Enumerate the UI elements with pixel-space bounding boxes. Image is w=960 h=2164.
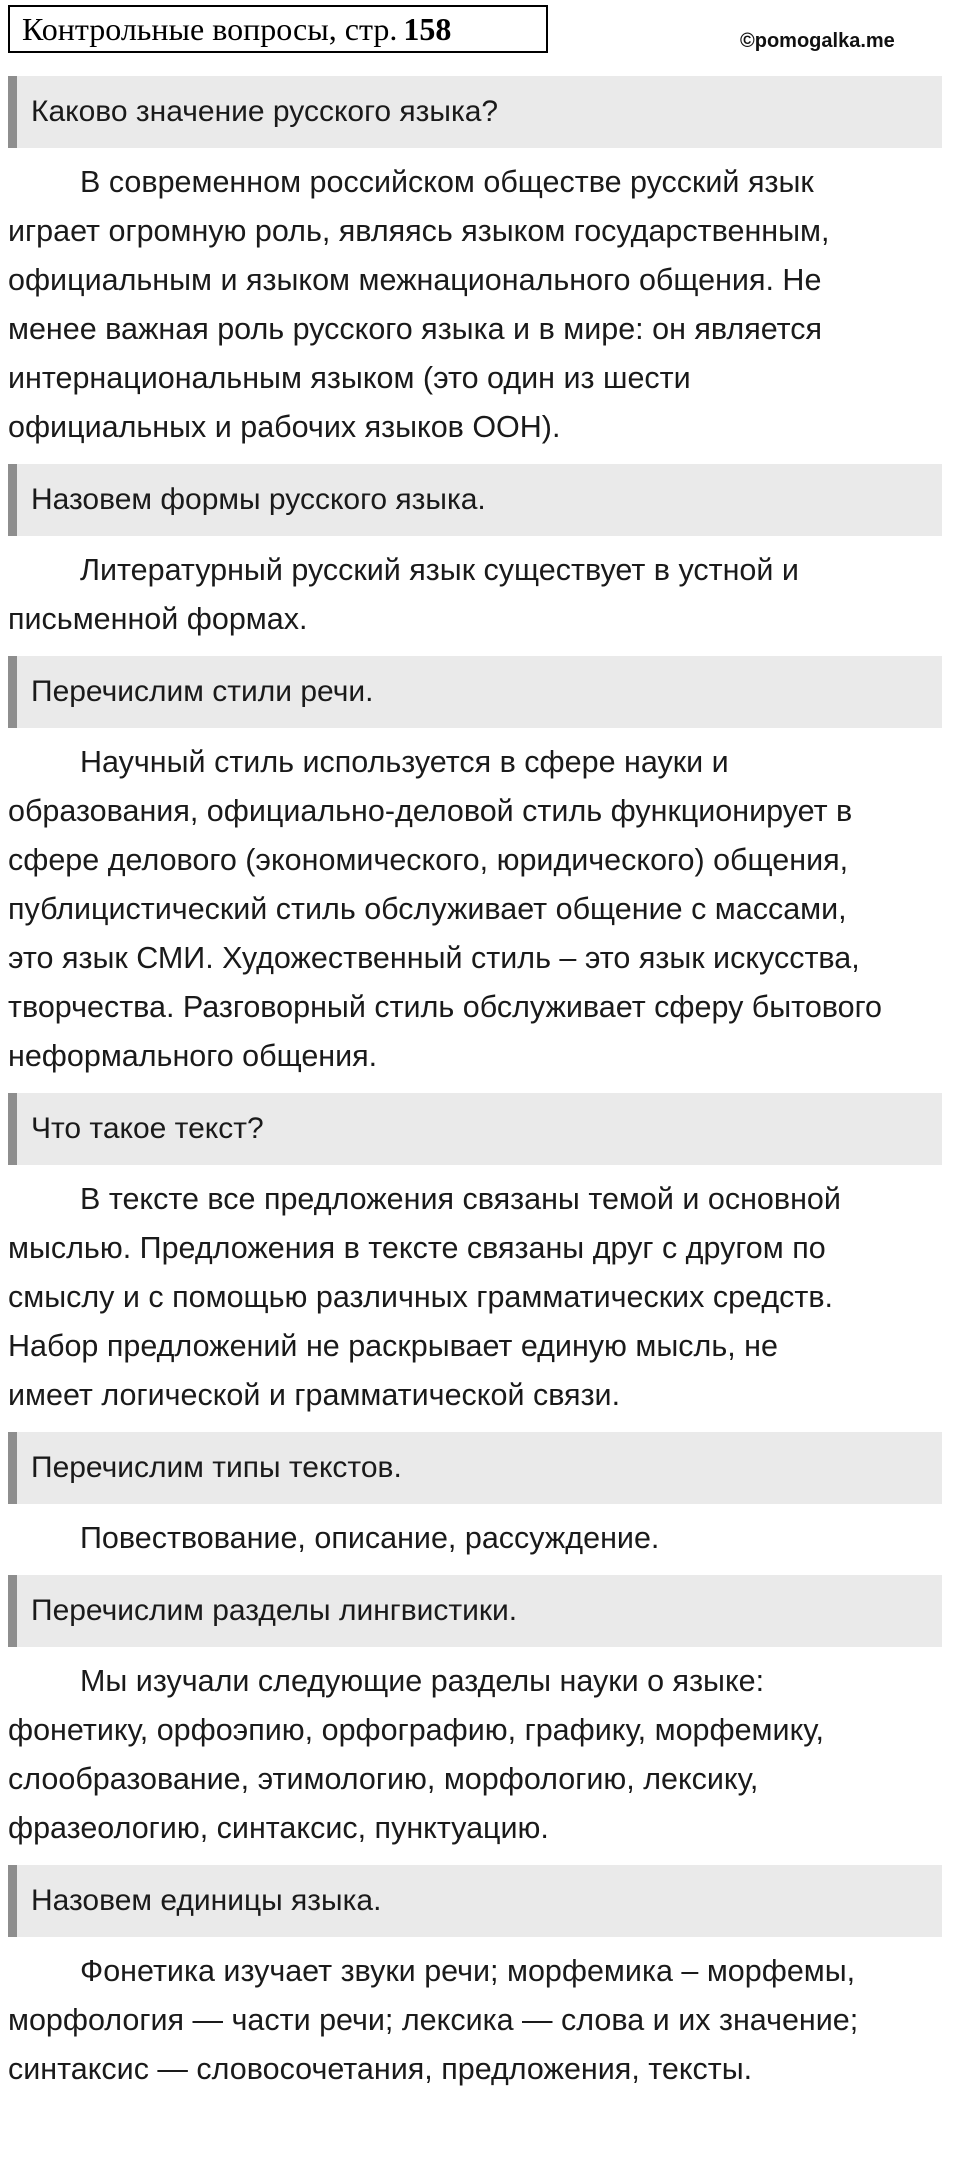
answer-line: играет огромную роль, являясь языком государственным,	[8, 214, 830, 248]
answer-line: образования, официально-деловой стиль функционирует в	[8, 794, 853, 828]
answer-line: Набор предложений не раскрывает единую мысль, не	[8, 1329, 778, 1363]
question-bar	[8, 1093, 942, 1165]
answer-line: публицистический стиль обслуживает общение с массами,	[8, 892, 847, 926]
question-bar	[8, 1575, 942, 1647]
answer-line: официальным и языком межнационального общения. Не	[8, 263, 822, 297]
answer-line: морфология — части речи; лексика — слова и их значение;	[8, 2003, 859, 2037]
answer-line: слообразование, этимологию, морфологию, лексику,	[8, 1762, 759, 1796]
question-text: Что такое текст?	[31, 1112, 264, 1145]
answer-line: Повествование, описание, рассуждение.	[80, 1521, 660, 1555]
question-text: Перечислим стили речи.	[31, 675, 374, 708]
answer-line: имеет логической и грамматической связи.	[8, 1378, 621, 1412]
watermark: ©pomogalka.me	[740, 30, 895, 52]
answer-paragraph	[0, 1647, 960, 1865]
answer-line: неформального общения.	[8, 1039, 378, 1073]
answer-paragraph	[0, 1165, 960, 1432]
qa-list	[0, 76, 960, 2106]
answer-line: фразеологию, синтаксис, пунктуацию.	[8, 1811, 549, 1845]
answer-line: В тексте все предложения связаны темой и основной	[80, 1182, 841, 1216]
question-bar	[8, 1432, 942, 1504]
header-title: Контрольные вопросы, стр.	[22, 10, 398, 47]
answer-paragraph	[0, 148, 960, 464]
answer-line: Научный стиль используется в сфере науки и	[80, 745, 729, 779]
header-page-number: 158	[403, 10, 452, 47]
answer-paragraph	[0, 728, 960, 1093]
answer-line: фонетику, орфоэпию, орфографию, графику, морфемику,	[8, 1713, 824, 1747]
answer-line: В современном российском обществе русский язык	[80, 165, 814, 199]
answer-line: творчества. Разговорный стиль обслуживает сферу бытового	[8, 990, 883, 1024]
answer-paragraph	[0, 536, 960, 656]
answer-line: интернациональным языком (это один из шести	[8, 361, 691, 395]
answer-line: сфере делового (экономического, юридического) общения,	[8, 843, 849, 877]
question-text: Назовем формы русского языка.	[31, 483, 486, 516]
answer-line: мыслью. Предложения в тексте связаны друг с другом по	[8, 1231, 826, 1265]
answer-line: это язык СМИ. Художественный стиль – это язык искусства,	[8, 941, 860, 975]
answer-paragraph	[0, 1504, 960, 1575]
page-header	[8, 5, 548, 53]
answer-line: официальных и рабочих языков ООН).	[8, 410, 561, 444]
question-text: Перечислим разделы лингвистики.	[31, 1594, 518, 1627]
answer-line: Литературный русский язык существует в устной и	[80, 553, 799, 587]
answer-paragraph	[0, 1937, 960, 2106]
question-text: Каково значение русского языка?	[31, 95, 499, 128]
question-bar	[8, 656, 942, 728]
question-bar	[8, 464, 942, 536]
question-text: Назовем единицы языка.	[31, 1884, 382, 1917]
answer-line: Мы изучали следующие разделы науки о языке:	[80, 1664, 765, 1698]
answer-line: менее важная роль русского языка и в мире: он является	[8, 312, 823, 346]
answer-line: письменной формах.	[8, 602, 308, 636]
question-bar	[8, 76, 942, 148]
answer-line: Фонетика изучает звуки речи; морфемика – морфемы,	[80, 1954, 856, 1988]
answer-line: смыслу и с помощью различных грамматических средств.	[8, 1280, 834, 1314]
question-text: Перечислим типы текстов.	[31, 1451, 402, 1484]
question-bar	[8, 1865, 942, 1937]
answer-line: синтаксис — словосочетания, предложения, тексты.	[8, 2052, 753, 2086]
